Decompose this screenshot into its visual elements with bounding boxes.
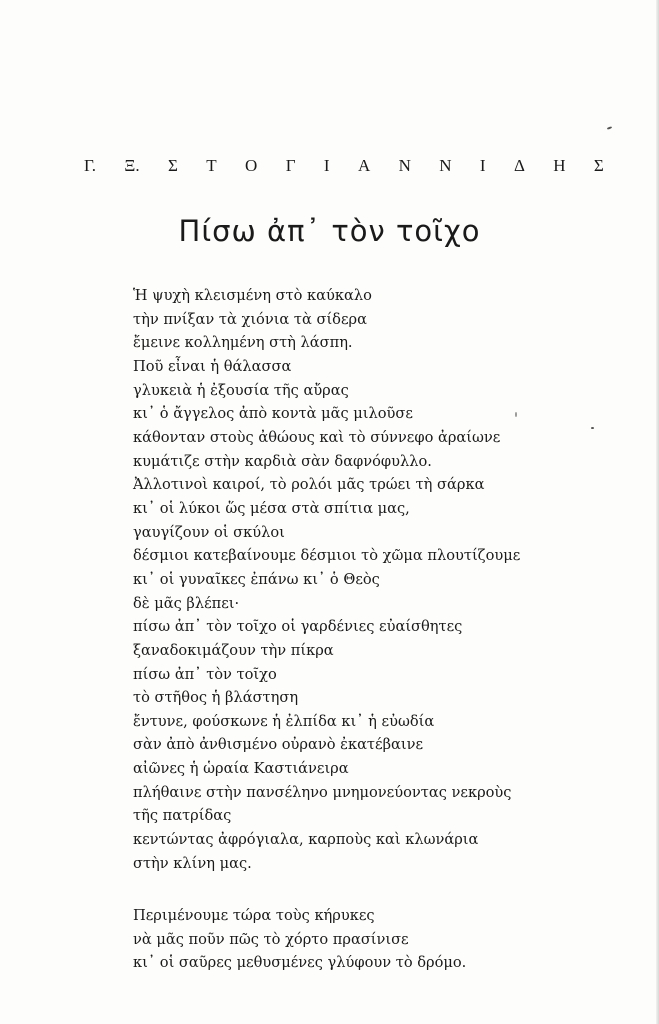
poem-line: Ἀλλοτινοὶ καιροί, τὸ ρολόι μᾶς τρώει τὴ σάρκα [133, 476, 485, 494]
poem-line: κάθονταν στοὺς ἀθώους καὶ τὸ σύννεφο ἀραίωνε [133, 428, 501, 446]
scan-speck [515, 412, 517, 417]
poem-line: πλήθαινε στὴν πανσέληνο μνημονεύοντας νεκροὺς [133, 783, 512, 801]
scan-speck [591, 427, 594, 429]
author-letter: Σ [167, 156, 178, 175]
poem-line: ἔντυνε, φούσκωνε ἡ ἐλπίδα κι᾽ ἡ εὐωδία [133, 712, 435, 730]
poem-line: κι᾽ ὁ ἄγγελος ἀπὸ κοντὰ μᾶς μιλοῦσε [133, 405, 413, 423]
author-letter: Τ [206, 156, 217, 175]
author-letter: Δ [513, 156, 525, 175]
author-letter: Ι [479, 156, 486, 175]
author-letter: Η [553, 156, 566, 175]
poem-line: σὰν ἀπὸ ἀνθισμένο οὐρανὸ ἐκατέβαινε [133, 736, 424, 754]
poem-line: πίσω ἀπ᾽ τὸν τοῖχο [133, 665, 277, 683]
author-letter: Γ [285, 156, 296, 175]
poem-line: κυμάτιζε στὴν καρδιὰ σὰν δαφνόφυλλο. [133, 452, 432, 470]
author-name [84, 156, 604, 176]
poem-line: ξαναδοκιμάζουν τὴν πίκρα [133, 641, 334, 659]
poem-line: αἰῶνες ἡ ὡραία Καστιάνειρα [133, 760, 349, 778]
poem-line: γαυγίζουν οἱ σκύλοι [133, 523, 285, 541]
author-letter: Α [357, 156, 371, 175]
poem-line: τὸ στῆθος ἡ βλάστηση [133, 689, 299, 707]
poem-line: Περιμένουμε τώρα τοὺς κήρυκες [133, 907, 375, 924]
poem-line: κι᾽ οἱ σαῦρες μεθυσμένες γλύφουν τὸ δρόμο. [133, 954, 467, 972]
poem-line: δέσμιοι κατεβαίνουμε δέσμιοι τὸ χῶμα πλουτίζουμε [133, 547, 521, 565]
author-letter: Ο [245, 156, 258, 175]
poem-line: τῆς πατρίδας [133, 807, 232, 825]
author-letter: Ξ. [124, 156, 140, 175]
poem-line: κι᾽ οἱ λύκοι ὥς μέσα στὰ σπίτια μας, [133, 499, 410, 517]
poem-stanza-1 [133, 284, 520, 875]
poem-line: Ποῦ εἶναι ἡ θάλασσα [133, 357, 292, 375]
author-letter: Ν [398, 156, 411, 175]
scan-speck [607, 126, 612, 130]
poem-stanza-2 [133, 904, 466, 975]
poem-line: Ἡ ψυχὴ κλεισμένη στὸ καύκαλο [133, 287, 372, 304]
poem-line: στὴν κλίνη μας. [133, 854, 252, 872]
poem-line: κι᾽ οἱ γυναῖκες ἐπάνω κι᾽ ὁ Θεὸς [133, 570, 380, 588]
poem-line: πίσω ἀπ᾽ τὸν τοῖχο οἱ γαρδένιες εὐαίσθητες [133, 618, 463, 636]
poem-line: ἔμεινε κολλημένη στὴ λάσπη. [133, 334, 353, 352]
author-letter: Σ [593, 156, 604, 175]
poem-title: Πίσω ἀπ᾽ τὸν τοῖχο [178, 214, 481, 248]
poem-line: δὲ μᾶς βλέπει· [133, 594, 240, 612]
poem-line: νὰ μᾶς ποῦν πῶς τὸ χόρτο πρασίνισε [133, 930, 409, 948]
author-letter: Γ. [84, 156, 97, 175]
author-letter: Ι [323, 156, 330, 175]
author-letter: Ν [439, 156, 452, 175]
poem-line: κεντώντας ἀφρόγιαλα, καρποὺς καὶ κλωνάρια [133, 831, 479, 849]
poem-line: τὴν πνίξαν τὰ χιόνια τὰ σίδερα [133, 310, 367, 328]
poem-line: γλυκειὰ ἡ ἐξουσία τῆς αὔρας [133, 381, 349, 399]
